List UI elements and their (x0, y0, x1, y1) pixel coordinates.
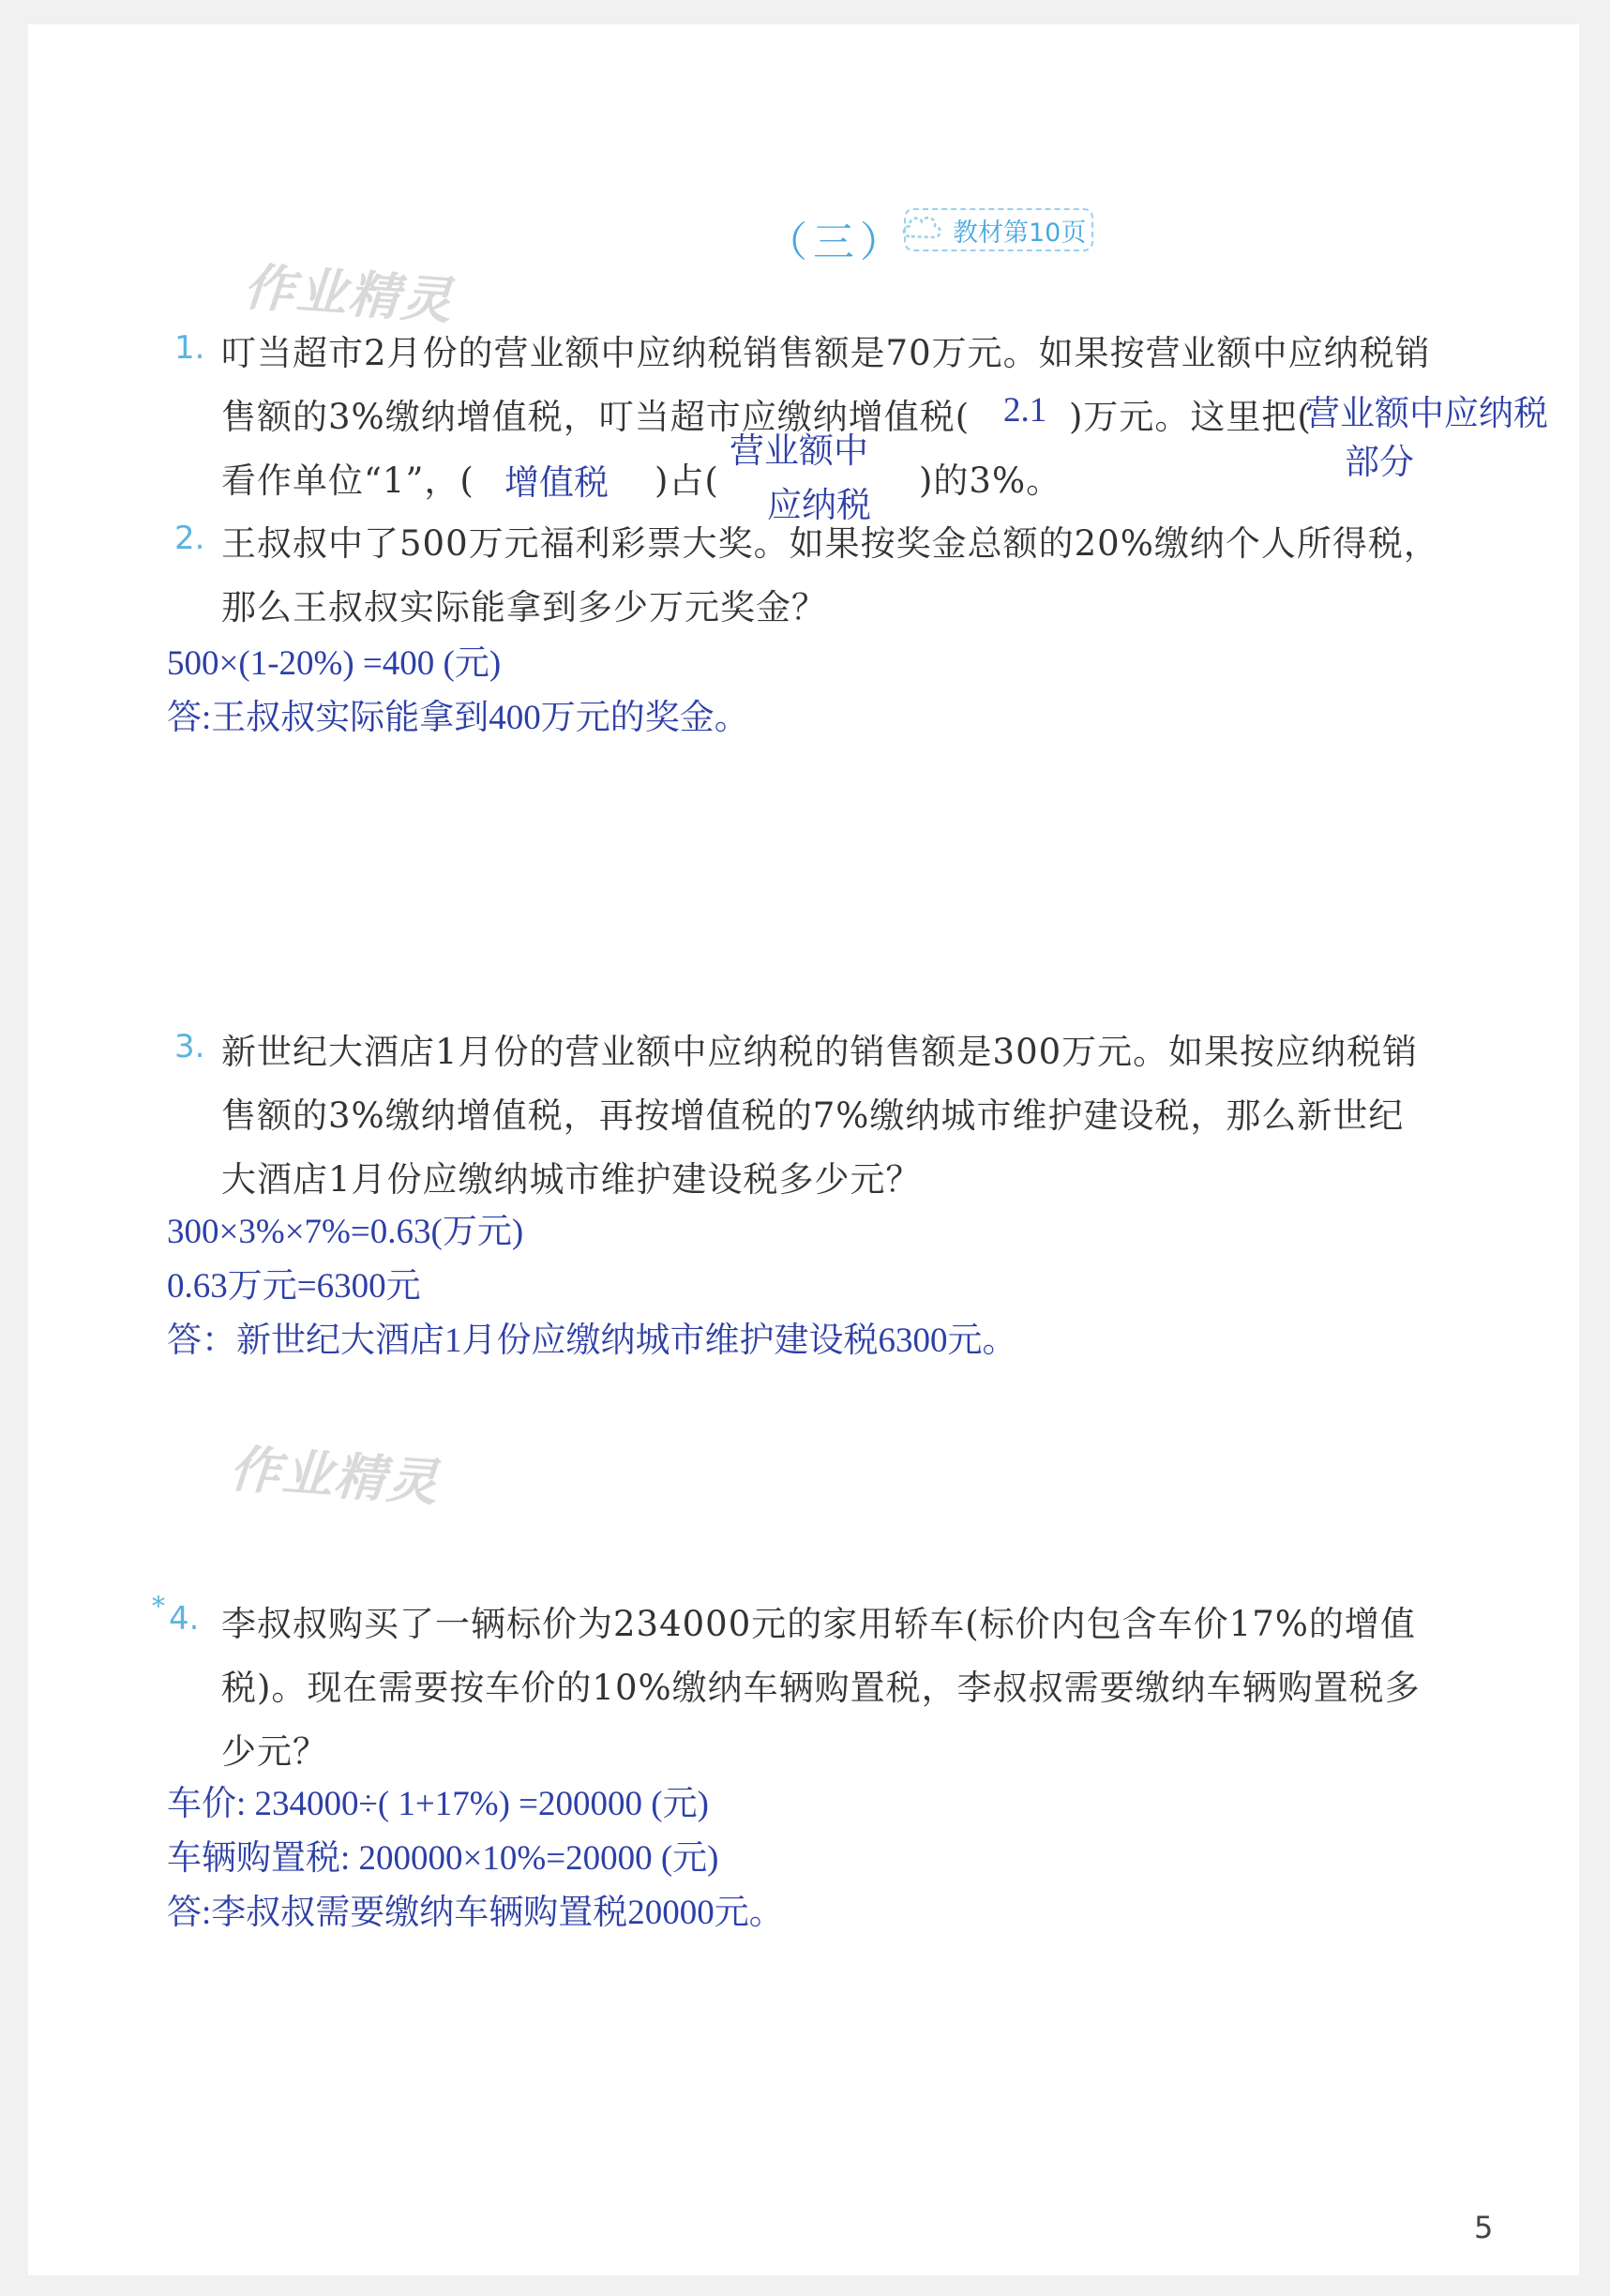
answer-line: 0.63万元=6300元 (167, 1267, 421, 1306)
answer-blank: 营业额中 (730, 432, 868, 471)
question-text: 大酒店1月份应缴纳城市维护建设税多少元？ (221, 1159, 922, 1200)
question-text: 看作单位“1”，( (221, 461, 474, 501)
textbook-reference (904, 208, 1093, 251)
question-text: 售额的3%缴纳增值税，叮当超市应缴纳增值税( (221, 397, 971, 437)
answer-line: 答:李叔叔需要缴纳车辆购置税20000元。 (167, 1894, 784, 1932)
watermark: 作业精灵 (241, 257, 456, 331)
watermark: 作业精灵 (227, 1439, 442, 1513)
question-text: 新世纪大酒店1月份的营业额中应纳税的销售额是300万元。如果按应纳税销 (221, 1032, 1419, 1072)
question-text: )占( (655, 461, 719, 501)
question-text: 叮当超市2月份的营业额中应纳税销售额是70万元。如果按营业额中应纳税销 (221, 333, 1431, 373)
answer-line: 答:王叔叔实际能拿到400万元的奖金。 (167, 699, 749, 737)
optional-star: * (152, 1591, 165, 1622)
section-title: （三） (766, 219, 907, 266)
answer-line: 车价: 234000÷( 1+17%) =200000 (元) (167, 1785, 709, 1823)
page-number: 5 (1474, 2210, 1494, 2245)
question-text: 税)。现在需要按车价的10%缴纳车辆购置税，李叔叔需要缴纳车辆购置税多 (221, 1668, 1421, 1708)
question-text: 王叔叔中了500万元福利彩票大奖。如果按奖金总额的20%缴纳个人所得税， (221, 523, 1439, 564)
answer-line: 车辆购置税: 200000×10%=20000 (元) (167, 1839, 719, 1878)
answer-line: 300×3%×7%=0.63(万元) (167, 1213, 524, 1251)
question-text: )万元。这里把( (1069, 397, 1312, 437)
question-number: 1. (174, 329, 205, 367)
question-text: 售额的3%缴纳增值税，再按增值税的7%缴纳城市维护建设税，那么新世纪 (221, 1095, 1405, 1136)
reference-label: 教材第10页 (953, 218, 1087, 248)
question-text: )的3%。 (919, 461, 1062, 501)
answer-line: 500×(1-20%) =400 (元) (167, 644, 502, 683)
question-number: 4. (169, 1600, 200, 1638)
answer-blank: 增值税 (504, 464, 609, 503)
question-number: 2. (174, 520, 205, 557)
answer-blank: 营业额中应纳税 (1305, 395, 1548, 433)
question-text: 少元？ (221, 1731, 328, 1772)
answer-blank: 应纳税 (767, 487, 871, 525)
cloud-icon (900, 208, 943, 251)
answer-line: 答：新世纪大酒店1月份应缴纳城市维护建设税6300元。 (167, 1322, 1017, 1360)
question-text: 李叔叔购买了一辆标价为234000元的家用轿车(标价内包含车价17%的增值 (221, 1604, 1416, 1644)
question-text: 那么王叔叔实际能拿到多少万元奖金？ (221, 587, 827, 627)
answer-blank: 部分 (1345, 444, 1414, 482)
question-number: 3. (174, 1028, 205, 1065)
workbook-page (28, 24, 1579, 2275)
answer-blank: 2.1 (1003, 391, 1047, 430)
